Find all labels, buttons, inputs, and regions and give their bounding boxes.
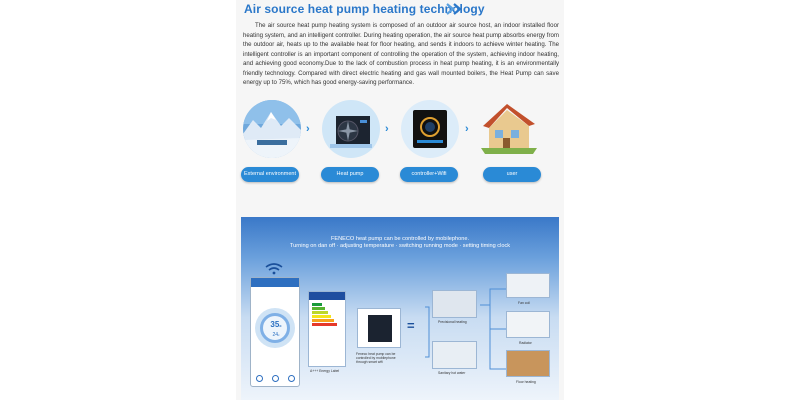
app-power-button[interactable]	[272, 375, 279, 382]
app-timer-button[interactable]	[288, 375, 295, 382]
app-main-temperature: 35	[270, 320, 280, 329]
unit-caption: Feneco heat pump can be controlled by mobilephone through smart wifi	[356, 352, 396, 364]
external-environment-image	[243, 100, 301, 158]
fan-coil-image	[506, 273, 550, 298]
wifi-icon	[265, 263, 283, 275]
step-label-user: user	[483, 167, 541, 182]
fan-coil-label: Fan coil	[518, 301, 530, 305]
energy-label	[308, 291, 346, 367]
house-image	[477, 96, 543, 160]
radiator-label: Radiator	[519, 341, 532, 345]
page-title: Air source heat pump heating technology	[244, 2, 485, 16]
floor-heating-image	[506, 350, 550, 377]
sanitary-hot-water-image	[432, 341, 477, 369]
app-mode-button[interactable]	[256, 375, 263, 382]
sanitary-hot-water-label: Sanitary hot water	[438, 371, 466, 375]
intro-paragraph: The air source heat pump heating system is composed of an outdoor air source host, an indoor installed floor heating system, and an intelligent controller. During heating operation, the air source heat pump absorbs energy from the outdoor air, heats up to the available heat for floor heating, and sends it indoors to achieve winter heating. The intelligent controller is an important component of controlling the operation of the system, achieving indoor heating, and achieving good economy.Due to the lack of combustion process in heat pump heating, it is an environmentally friendly technology. Compared with direct electric heating and gas wall mounted boilers, the Heat Pump can save energy up to 75%, which has good energy-saving performance.	[243, 22, 559, 86]
radiator-image	[506, 311, 550, 338]
app-sub-temperature: 24	[272, 332, 279, 338]
precisional-heating-image	[432, 290, 477, 318]
floor-heating-label: Floor heating	[516, 380, 536, 384]
chevron-right-icon: ›	[465, 123, 469, 135]
heat-pump-unit-card	[357, 308, 401, 348]
banner-line-1: FENECO heat pump can be controlled by mobilephone.	[330, 236, 470, 242]
energy-label-caption: A+++ Energy Label	[310, 369, 340, 373]
step-label-external-environment: External environment	[241, 167, 299, 182]
double-chevron-icon	[446, 3, 468, 15]
step-label-heat-pump: Heat pump	[321, 167, 379, 182]
precisional-heating-label: Precisional heating	[438, 320, 467, 324]
phone-app-screen: 35c 24c	[250, 277, 300, 387]
heat-pump-image	[322, 100, 380, 158]
chevron-right-icon: ›	[385, 123, 389, 135]
equals-sign: =	[407, 318, 415, 333]
emitter-connector	[480, 285, 506, 381]
banner-line-2: Turning on dan off · adjusting temperature · switching running mode · setting timing clock	[289, 243, 511, 249]
controller-image	[401, 100, 459, 158]
step-label-controller: controller+Wifi	[400, 167, 458, 182]
chevron-right-icon: ›	[306, 123, 310, 135]
